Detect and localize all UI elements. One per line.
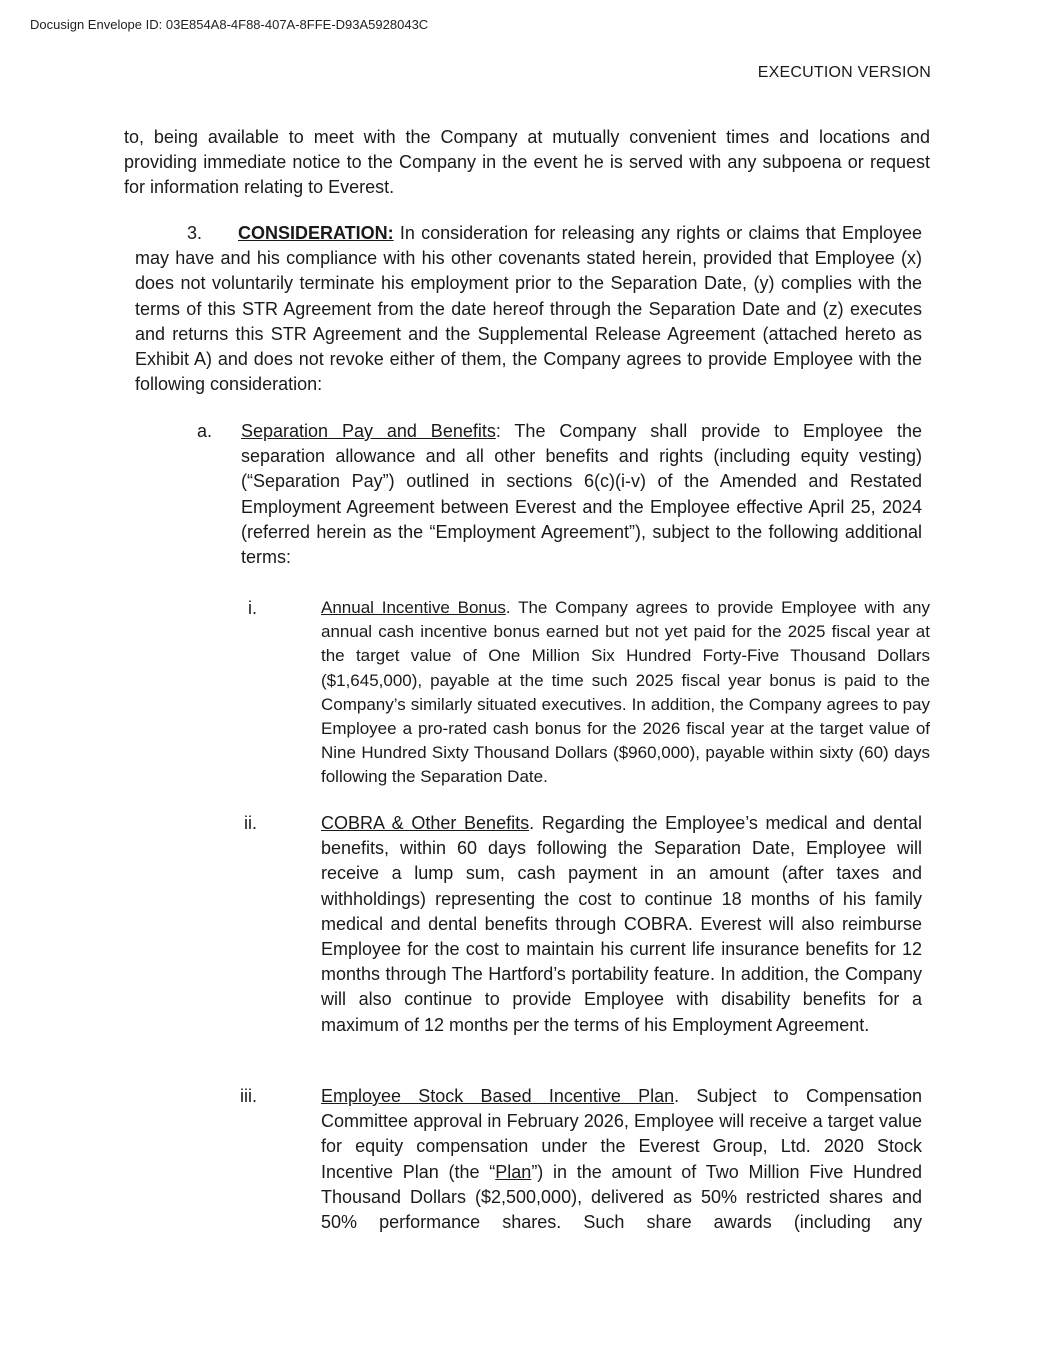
item-iii-stock-incentive-plan [321,1084,922,1235]
item-iii-marker: iii. [240,1086,257,1106]
item-ii-title: COBRA & Other Benefits [321,813,530,833]
item-i-marker: i. [248,598,257,618]
item-a-title: Separation Pay and Benefits [241,421,496,441]
section-heading: CONSIDERATION: [238,223,394,243]
execution-version-label: EXECUTION VERSION [757,64,931,81]
intro-paragraph: to, being available to meet with the Company at mutually convenient times and locations and providing immediate notice to the Company in the event he is served with any subpoena or request for information relating to Everest. [124,127,930,198]
section-body: In consideration for releasing any rights or claims that Employee may have and his compliance with his other covenants stated herein, provided that Employee (x) does not voluntarily terminate his employment prior to the Separation Date, (y) complies with the terms of this STR Agreement from the date hereof through the Separation Date and (z) executes and returns this STR Agreement and the Supplemental Release Agreement (attached hereto as Exhibit A) and does not revoke either of them, the Company agrees to provide Employee with the following consideration: [135,223,922,395]
item-a-separation-pay [241,419,922,570]
section-number: 3. [187,223,203,243]
plan-defined-term: Plan [495,1161,532,1182]
item-i-body: . The Company agrees to provide Employee with any annual cash incentive bonus earned but not yet paid for the 2025 fiscal year at the target value of One Million Six Hundred Forty-Five Thousand Dollars ($1,645,000), payable at the time such 2025 fiscal year bonus is paid to the Company’s similarly situated executives. In addition, the Company agrees to pay Employee a pro-rated cash bonus for the 2026 fiscal year at the target value of Nine Hundred Sixty Thousand Dollars ($960,000), payable within sixty (60) days following the Separation Date. [321,598,931,787]
section-3-consideration [135,221,922,397]
item-ii-marker: ii. [244,813,257,833]
docusign-envelope-id: Docusign Envelope ID: 03E854A8-4F88-407A-8FFE-D93A5928043C [30,17,429,32]
item-iii-title: Employee Stock Based Incentive Plan [321,1086,675,1106]
item-i-annual-incentive-bonus [321,596,930,790]
item-i-title: Annual Incentive Bonus [321,598,506,617]
item-a-body: : The Company shall provide to Employee the separation allowance and all other benefits and rights (including equity vesting) (“Separation Pay”) outlined in sections 6(c)(i-v) of the Amended and Restated Employment Agreement between Everest and the Employee effective April 25, 2024 (referred herein as the “Employment Agreement”), subject to the following additional terms: [241,421,923,568]
item-ii-cobra-benefits [321,811,922,1038]
item-a-marker: a. [197,421,213,441]
item-iii-body-before: . Subject to Compensation Committee approval in February 2026, Employee will receive a target value for equity compensation under the Everest Group, Ltd. 2020 Stock Incentive Plan (the “ [321,1086,923,1182]
item-ii-body: . Regarding the Employee’s medical and dental benefits, within 60 days following the Separation Date, Employee will receive a lump sum, cash payment in an amount (after taxes and withholdings) representing the cost to continue 18 months of his family medical and dental benefits through COBRA. Everest will also reimburse Employee for the cost to maintain his current life insurance benefits for 12 months through The Hartford’s portability feature. In addition, the Company will also continue to provide Employee with disability benefits for a maximum of 12 months per the terms of his Employment Agreement. [321,813,922,1035]
item-iii-body-after: ”) in the amount of Two Million Five Hundred Thousand Dollars ($2,500,000), delivered as 50% restricted shares and 50% performance shares. Such share awards (including any [321,1161,922,1233]
